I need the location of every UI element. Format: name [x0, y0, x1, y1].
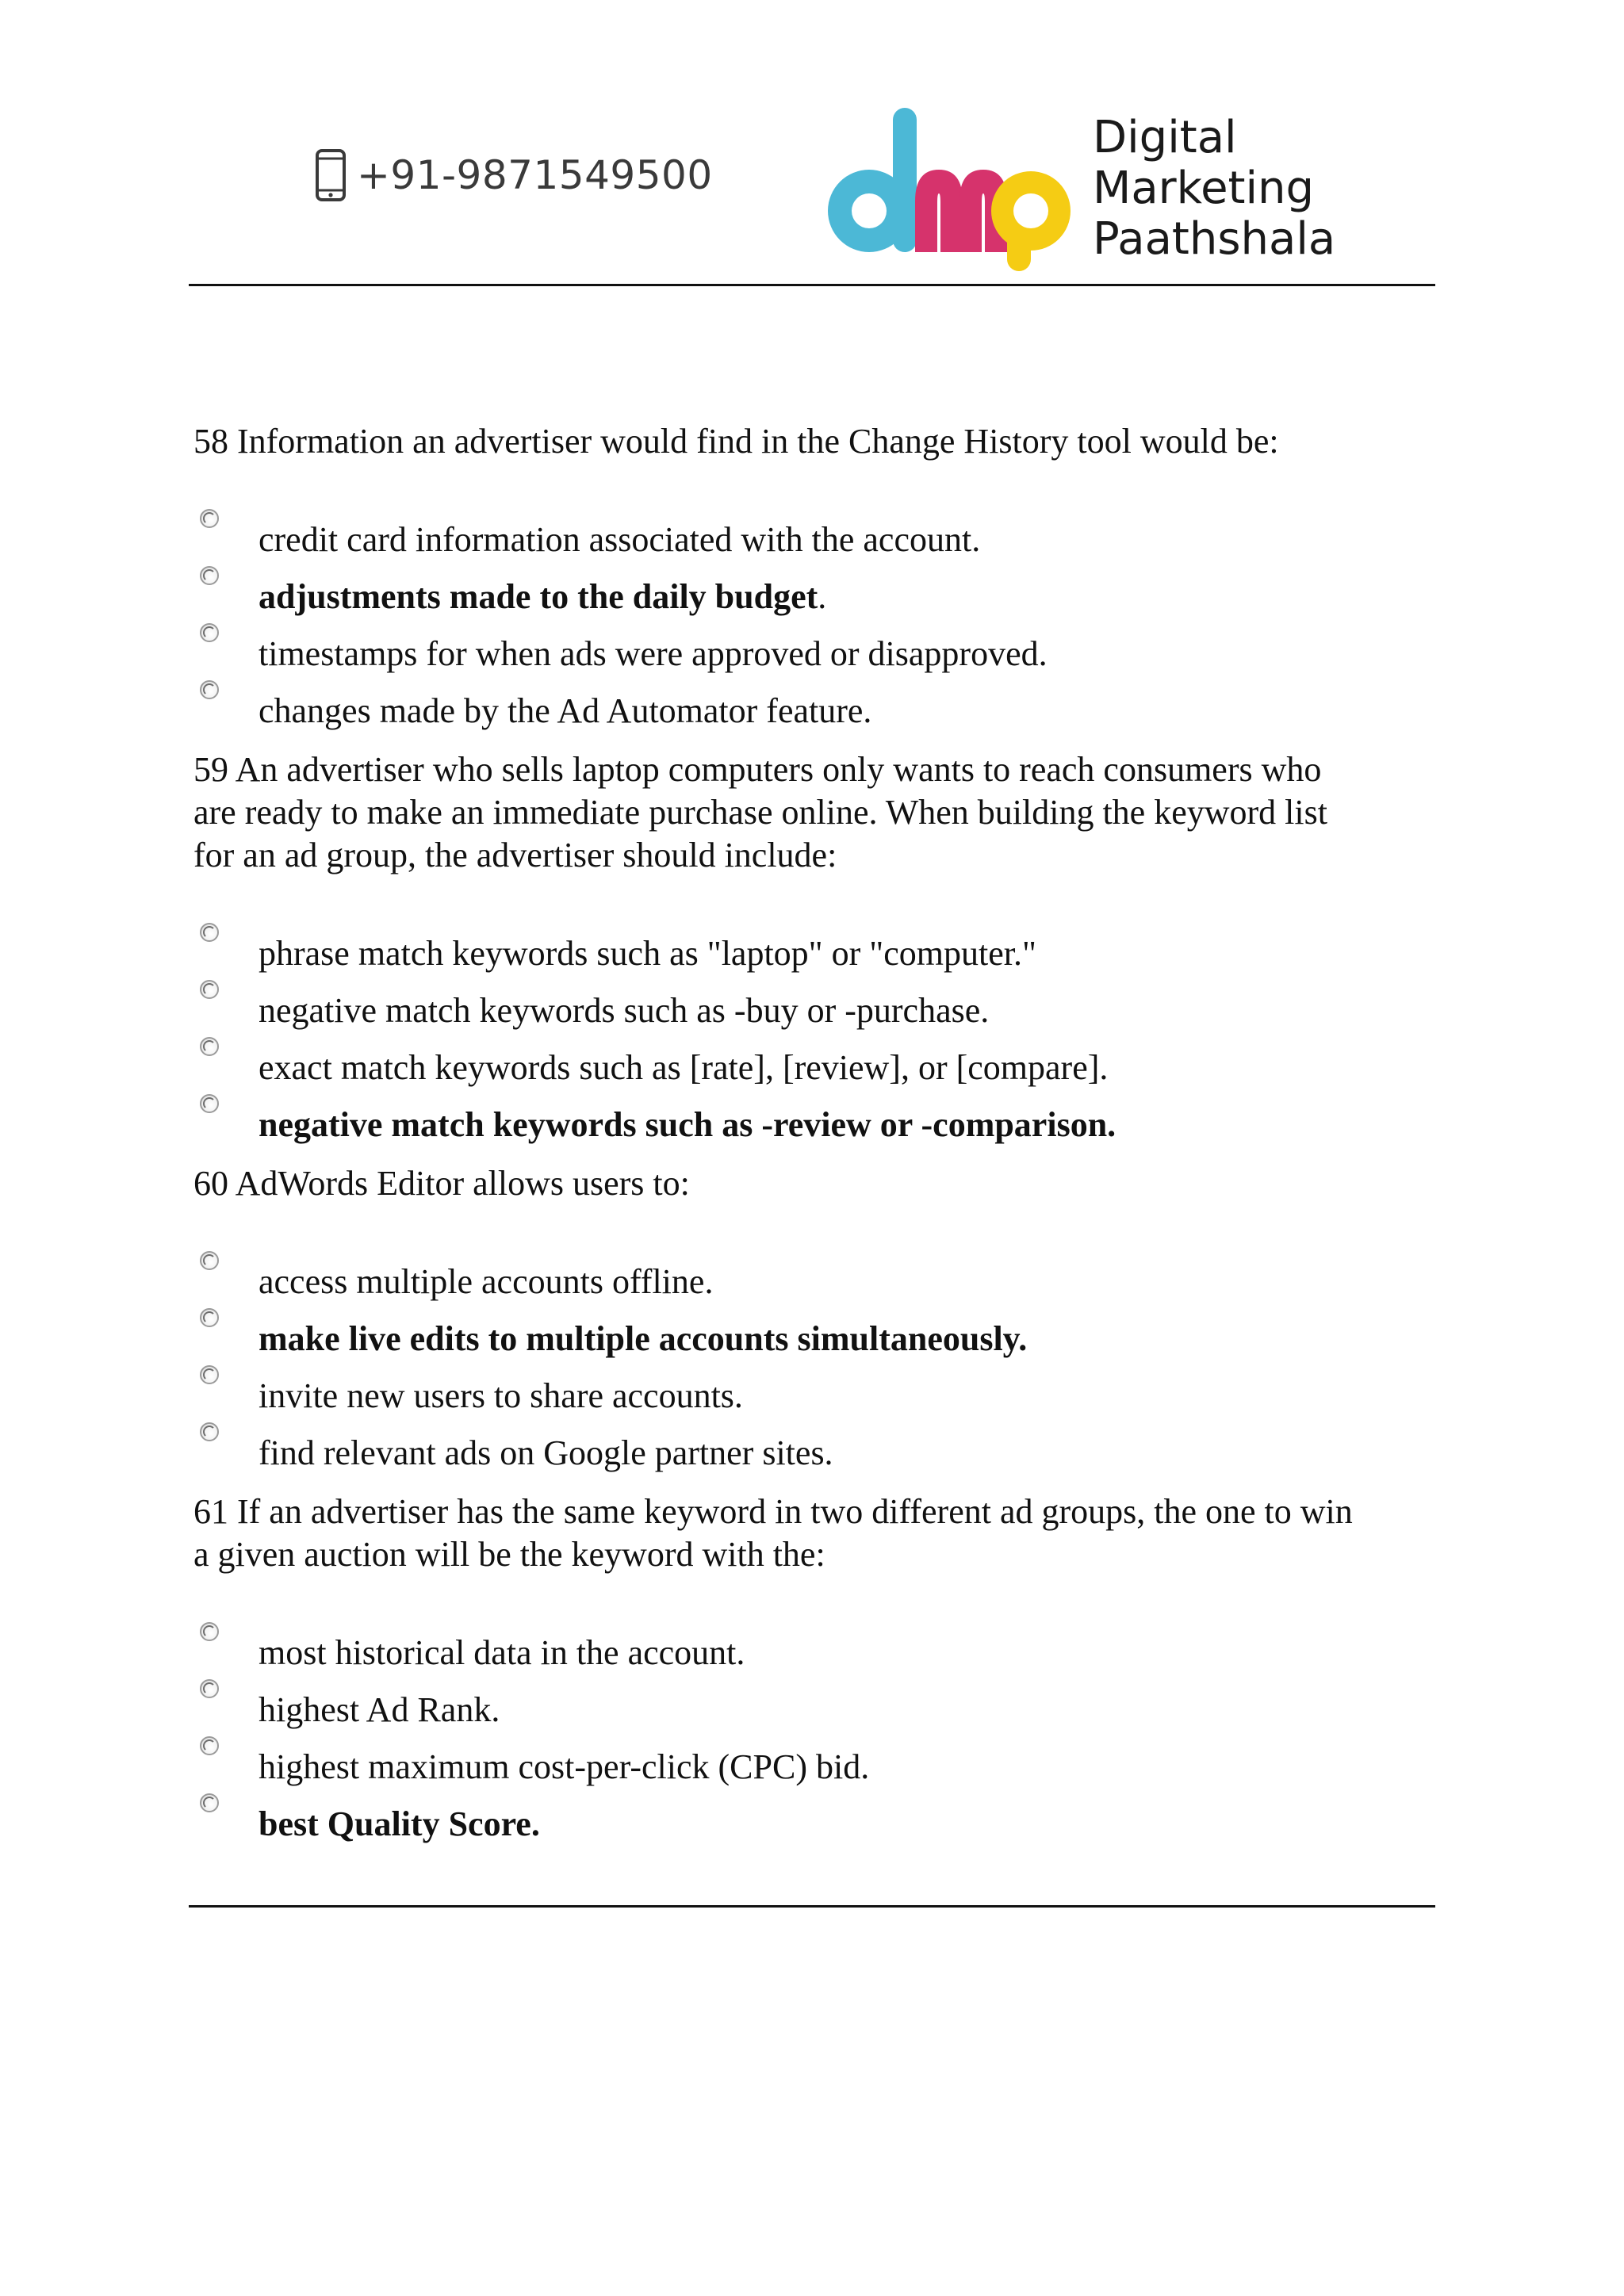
radio-button-icon[interactable] [200, 1793, 219, 1812]
logo-d-stem [893, 108, 917, 252]
option-item[interactable] [193, 623, 1431, 680]
options-list [193, 1622, 1431, 1850]
question-text [193, 748, 1431, 877]
option-label: best Quality Score. [259, 1804, 540, 1843]
option-label: exact match keywords such as [rate], [review], or [compare]. [259, 1048, 1109, 1087]
option-item[interactable] [193, 566, 1431, 623]
option-item[interactable] [193, 680, 1431, 737]
question-61 [193, 1490, 1431, 1850]
question-text: 60 AdWords Editor allows users to: [193, 1164, 690, 1203]
radio-button-icon[interactable] [200, 1622, 219, 1641]
option-label: timestamps for when ads were approved or disapproved. [259, 634, 1048, 673]
radio-button-icon[interactable] [200, 1251, 219, 1270]
question-58 [193, 420, 1431, 737]
brand-line-3: Paathshala [1093, 213, 1336, 265]
radio-button-icon[interactable] [200, 923, 219, 942]
question-text-line: are ready to make an immediate purchase online. When building the keyword list [193, 793, 1327, 832]
dmp-logo [820, 108, 1074, 271]
quiz-content [193, 420, 1431, 1850]
radio-button-icon[interactable] [200, 623, 219, 642]
option-item[interactable] [193, 1094, 1431, 1151]
option-item[interactable] [193, 1679, 1431, 1736]
option-item[interactable] [193, 1622, 1431, 1679]
option-item[interactable] [193, 1037, 1431, 1094]
option-label: access multiple accounts offline. [259, 1262, 714, 1301]
options-list [193, 1251, 1431, 1479]
option-item[interactable] [193, 1365, 1431, 1422]
option-label: highest maximum cost-per-click (CPC) bid. [259, 1747, 870, 1786]
radio-button-icon[interactable] [200, 566, 219, 585]
option-item[interactable] [193, 1308, 1431, 1365]
phone-number: +91-9871549500 [357, 152, 713, 198]
option-item[interactable] [193, 980, 1431, 1037]
radio-button-icon[interactable] [200, 509, 219, 528]
option-label: make live edits to multiple accounts simultaneously. [259, 1319, 1028, 1358]
question-59 [193, 748, 1431, 1151]
brand-name [1093, 113, 1335, 265]
question-text: 58 Information an advertiser would find in the Change History tool would be: [193, 422, 1279, 461]
option-label: credit card information associated with the account. [259, 520, 981, 559]
option-suffix: . [818, 577, 827, 616]
option-label: negative match keywords such as -review or -comparison. [259, 1105, 1116, 1144]
option-label: phrase match keywords such as "laptop" or "computer." [259, 934, 1036, 973]
option-item[interactable] [193, 1422, 1431, 1479]
radio-button-icon[interactable] [200, 1037, 219, 1056]
option-label: adjustments made to the daily budget [259, 577, 818, 616]
option-item[interactable] [193, 923, 1431, 980]
option-item[interactable] [193, 509, 1431, 566]
radio-button-icon[interactable] [200, 1736, 219, 1755]
option-label-wrap [259, 576, 826, 618]
question-text [193, 1490, 1431, 1576]
option-item[interactable] [193, 1736, 1431, 1793]
option-label: negative match keywords such as -buy or -purchase. [259, 991, 990, 1030]
logo-d-counter [852, 193, 887, 228]
header-divider [189, 284, 1435, 286]
option-label: highest Ad Rank. [259, 1690, 500, 1729]
question-text-line: 61 If an advertiser has the same keyword in two different ad groups, the one to win [193, 1492, 1353, 1531]
question-text-line: a given auction will be the keyword with the: [193, 1535, 825, 1574]
smartphone-icon [316, 149, 346, 201]
radio-button-icon[interactable] [200, 1679, 219, 1698]
radio-button-icon[interactable] [200, 1365, 219, 1384]
footer-divider [189, 1905, 1435, 1908]
option-label: most historical data in the account. [259, 1633, 745, 1672]
question-text-line: 59 An advertiser who sells laptop computers only wants to reach consumers who [193, 750, 1322, 789]
radio-button-icon[interactable] [200, 980, 219, 999]
brand-line-1: Digital [1093, 112, 1237, 163]
option-item[interactable] [193, 1793, 1431, 1850]
question-text-line: for an ad group, the advertiser should include: [193, 836, 837, 874]
radio-button-icon[interactable] [200, 1422, 219, 1441]
radio-button-icon[interactable] [200, 1094, 219, 1113]
options-list [193, 509, 1431, 737]
page-header [0, 0, 1624, 287]
question-60 [193, 1162, 1431, 1479]
options-list [193, 923, 1431, 1151]
radio-button-icon[interactable] [200, 1308, 219, 1327]
option-item[interactable] [193, 1251, 1431, 1308]
radio-button-icon[interactable] [200, 680, 219, 699]
logo-p-counter [1013, 193, 1048, 228]
option-label: changes made by the Ad Automator feature. [259, 691, 872, 730]
brand-line-2: Marketing [1093, 163, 1315, 214]
phone-contact[interactable] [316, 147, 713, 203]
option-label: find relevant ads on Google partner sites. [259, 1433, 833, 1472]
logo-m-left [915, 170, 963, 252]
option-label: invite new users to share accounts. [259, 1376, 743, 1415]
